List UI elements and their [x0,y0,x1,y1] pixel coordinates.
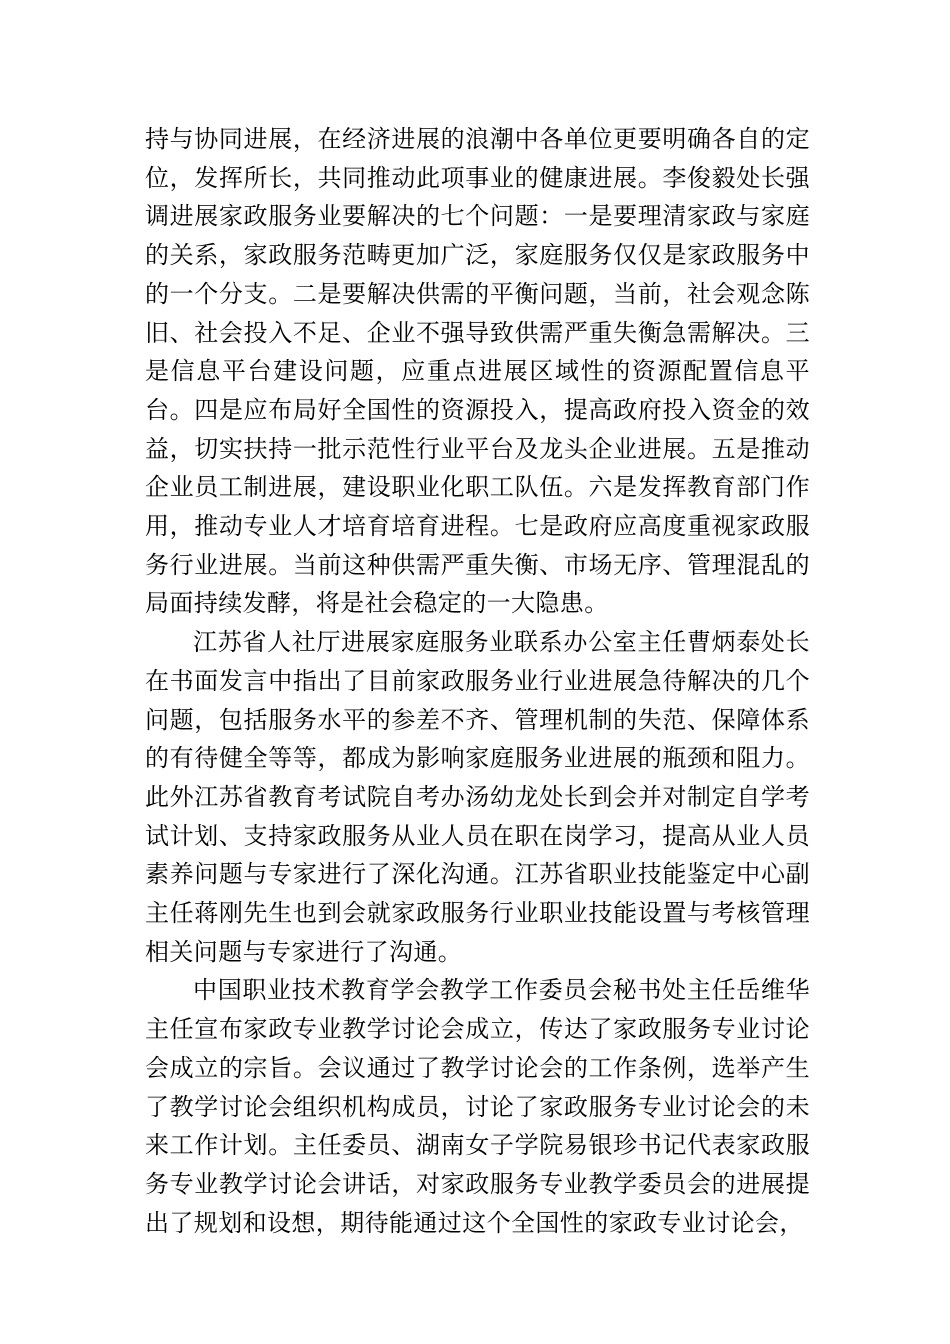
paragraph-2: 江苏省人社厅进展家庭服务业联系办公室主任曹炳泰处长在书面发言中指出了目前家政服务业行业进展急待解决的几个问题，包括服务水平的参差不齐、管理机制的失范、保障体系的有待健全等等，都成为影响家庭服务业进展的瓶颈和阻力。此外江苏省教育考试院自考办汤幼龙处长到会并对制定自学考试计划、支持家政服务从业人员在职在岗学习，提高从业人员素养问题与专家进行了深化沟通。江苏省职业技能鉴定中心副主任蒋刚先生也到会就家政服务行业职业技能设置与考核管理相关问题与专家进行了沟通。 [145,628,810,966]
paragraph-1: 持与协同进展，在经济进展的浪潮中各单位更要明确各自的定位，发挥所长，共同推动此项事业的健康进展。李俊毅处长强调进展家政服务业要解决的七个问题：一是要理清家政与家庭的关系，家政服务范畴更加广泛，家庭服务仅仅是家政服务中的一个分支。二是要解决供需的平衡问题，当前，社会观念陈旧、社会投入不足、企业不强导致供需严重失衡急需解决。三是信息平台建设问题，应重点进展区域性的资源配置信息平台。四是应布局好全国性的资源投入，提高政府投入资金的效益，切实扶持一批示范性行业平台及龙头企业进展。五是推动企业员工制进展，建设职业化职工队伍。六是发挥教育部门作用，推动专业人才培育培育进程。七是政府应高度重视家政服务行业进展。当前这种供需严重失衡、市场无序、管理混乱的局面持续发酵，将是社会稳定的一大隐患。 [145,125,810,618]
paragraph-3: 中国职业技术教育学会教学工作委员会秘书处主任岳维华主任宣布家政专业教学讨论会成立，传达了家政服务专业讨论会成立的宗旨。会议通过了教学讨论会的工作条例，选举产生了教学讨论会组织机构成员，讨论了家政服务专业讨论会的未来工作计划。主任委员、湖南女子学院易银珍书记代表家政服务专业教学讨论会讲话，对家政服务专业教学委员会的进展提出了规划和设想，期待能通过这个全国性的家政专业讨论会， [145,976,810,1237]
document-body [145,120,810,1242]
